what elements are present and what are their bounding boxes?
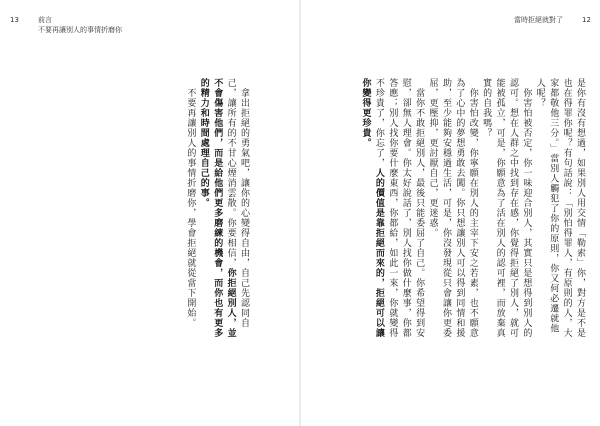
- text-run: 拿出拒絕的勇氣吧，讓你的心變得自由，自己先認同自己，讓所有的不甘心煙消雲散。你要相信，: [225, 78, 249, 328]
- paragraph: [358, 78, 425, 343]
- text-run: 不要再讓別人的事情折磨你，學會拒絕就從當下開始。: [185, 88, 196, 328]
- right-page-number: 12: [582, 16, 591, 24]
- paragraph: [183, 78, 196, 343]
- left-chapter-title: 不要再讓別人的事情折磨你: [38, 26, 122, 34]
- emphasis-text: 你拒絕別人，並不會傷害他們，而是給他們更多磨練的機會，而你也有更多的精力和時間處理自己的事。: [198, 78, 236, 338]
- paragraph: [425, 78, 479, 343]
- paragraph: [196, 78, 250, 343]
- text-run: 當你不敢拒絕別人，最後只能委屈了自己。你希望得到安慰，卻無人理會。你太好說話了，別人找你做什麼事，你都答應；別人找你要什麼東西，你都給，如此一來，你就變得不珍貴了，你忘了，: [373, 78, 425, 338]
- left-section-label: 前言: [38, 16, 52, 24]
- right-page: [300, 0, 600, 426]
- paragraph: [532, 78, 586, 343]
- paragraph: [479, 78, 533, 343]
- emphasis-text: 人的價值是靠拒絕而來的，拒絕可以讓你變得更珍貴。: [360, 78, 384, 338]
- right-header-title: 當時拒絕就對了: [514, 16, 563, 24]
- text-run: 你害怕被否定，你一味迎合別人，其實只是想得到別人的認可。想在人群之中找到存在感，你覺得拒絕了別人，就可能被孤立，可是，你願意為了活在別人的認可裡，而放棄真實的自我嗎？: [481, 78, 532, 338]
- left-body-text: [178, 78, 250, 343]
- right-body-text: [336, 78, 586, 343]
- left-page-number: 13: [10, 16, 19, 24]
- text-run: 是你有沒有想過，如果別人用交情「勒索」你，對方是不是也在得罪你呢？有句話說：「別怕得罪人，有原則的人，大家都敬他三分。」當別人觸犯了你的原則，你又何必遷就他人呢？: [534, 78, 585, 338]
- text-run: 你害怕改變，你寧願在別人的主宰下安之若素，也不願意為了心中的夢想勇敢去闖。你只想讓別人可以得到同情和援助，至少能夠安穩過生活，可是，你沒發現從只會讓你更委屈，更壓抑，更討厭自己，更迷惑。: [427, 78, 478, 338]
